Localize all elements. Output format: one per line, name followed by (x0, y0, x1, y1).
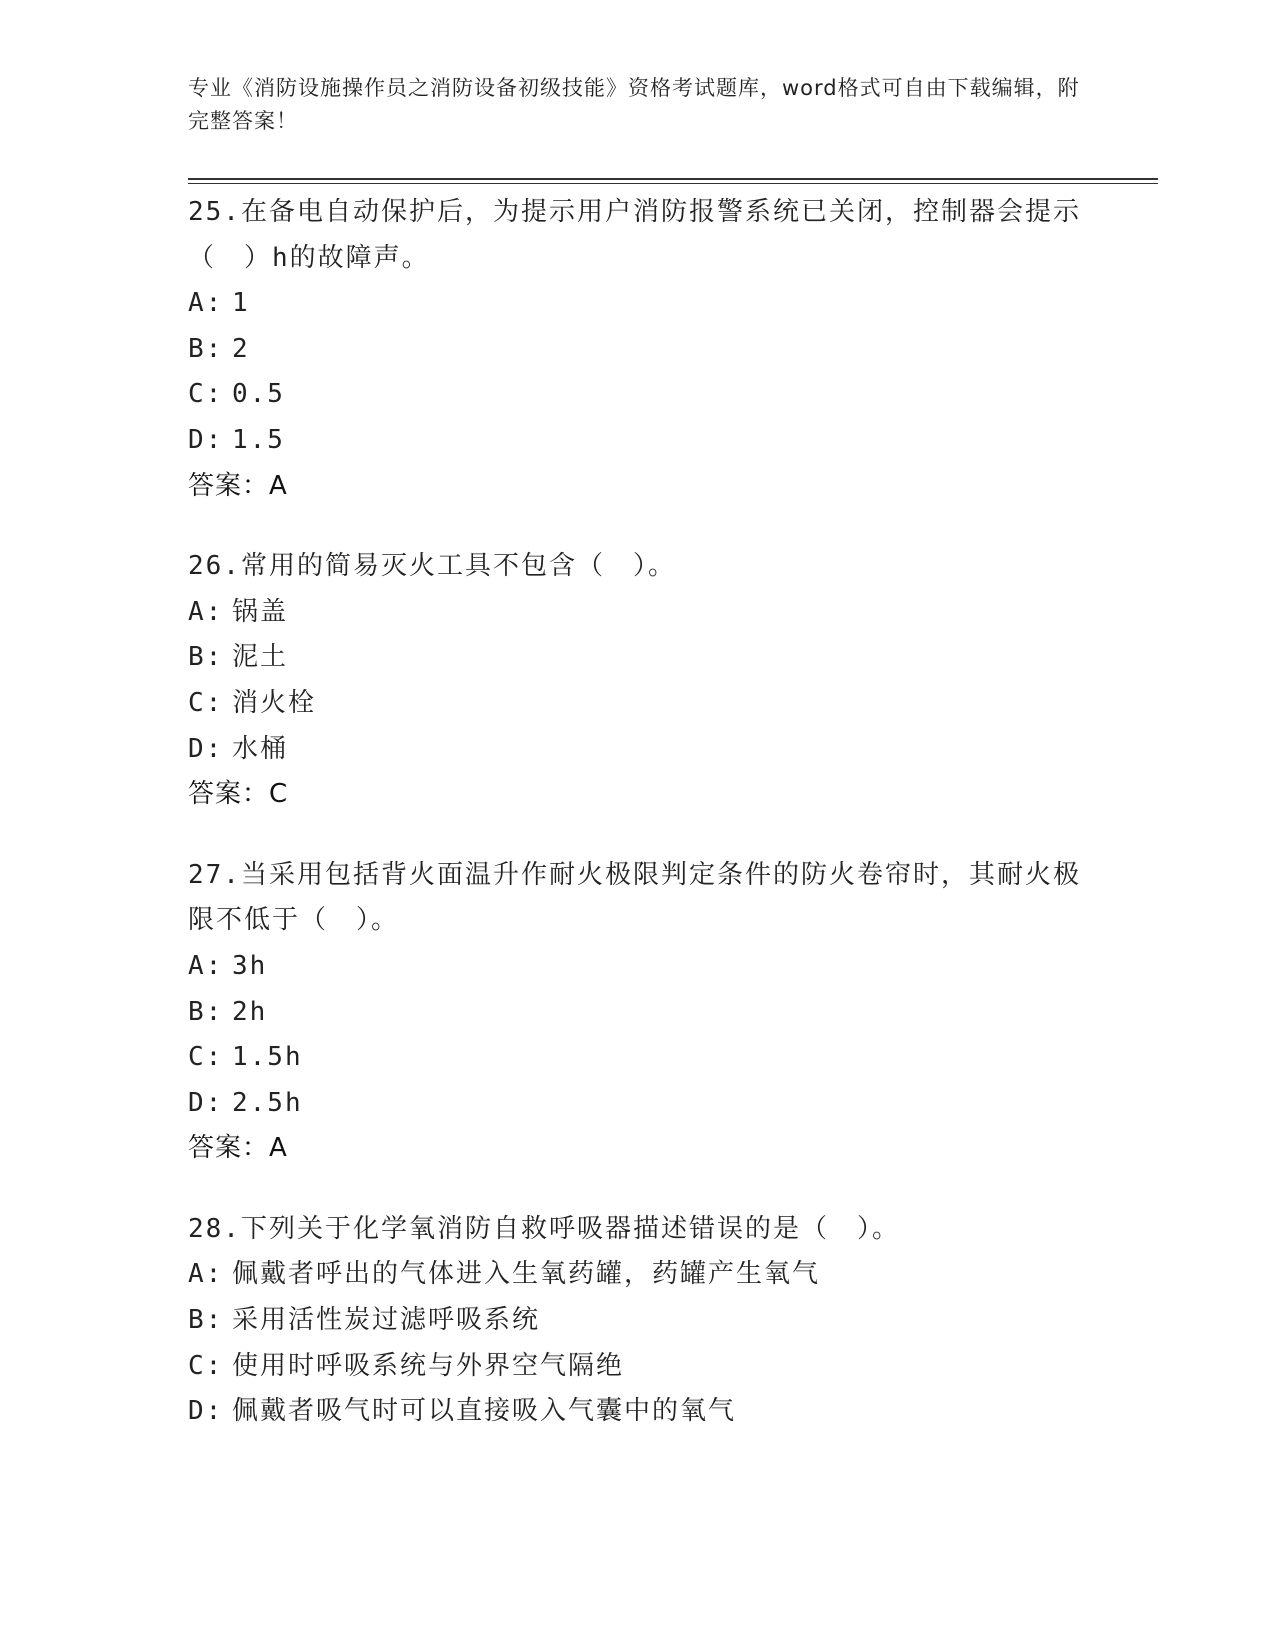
answer: 答案：A (188, 1133, 288, 1164)
option-text: 2.5h (232, 1087, 303, 1118)
header-divider-thick (188, 178, 1158, 180)
question-stem: 27.当采用包括背火面温升作耐火极限判定条件的防火卷帘时，其耐火极限不低于（ ）。 (188, 859, 1081, 936)
option-text: 锅盖 (232, 596, 289, 627)
option-a (188, 944, 1088, 990)
option-key: D: (188, 424, 224, 455)
option-key: D: (188, 733, 224, 764)
option-text: 1.5h (232, 1042, 303, 1073)
option-key: C: (188, 1042, 224, 1073)
option-text: 1.5 (232, 424, 285, 455)
option-text: 0.5 (232, 379, 285, 410)
option-key: B: (188, 333, 224, 364)
question-27 (188, 853, 1088, 1172)
option-key: C: (188, 687, 224, 718)
option-c (188, 681, 1088, 727)
option-text: 1 (232, 288, 250, 319)
option-b (188, 1298, 1088, 1344)
option-b (188, 327, 1088, 373)
option-key: C: (188, 1350, 224, 1381)
option-text: 消火栓 (232, 687, 317, 718)
option-key: A: (188, 1259, 224, 1290)
option-key: B: (188, 642, 224, 673)
option-d (188, 418, 1088, 464)
option-text: 泥土 (232, 642, 289, 673)
option-d (188, 1389, 1088, 1435)
option-key: D: (188, 1087, 224, 1118)
question-26 (188, 544, 1088, 818)
answer: 答案：A (188, 470, 288, 501)
document-header: 专业《消防设施操作员之消防设备初级技能》资格考试题库，word格式可自由下载编辑，附完整答案！ (188, 76, 1080, 133)
header-divider-thin (188, 183, 1158, 184)
option-key: C: (188, 379, 224, 410)
option-text: 2 (232, 333, 250, 364)
option-text: 佩戴者呼出的气体进入生氧药罐，药罐产生氧气 (232, 1259, 821, 1290)
option-text: 2h (232, 996, 268, 1027)
option-d (188, 727, 1088, 773)
option-key: B: (188, 996, 224, 1027)
option-text: 采用活性炭过滤呼吸系统 (232, 1305, 541, 1336)
question-list (188, 190, 1088, 1470)
question-25 (188, 190, 1088, 509)
option-b (188, 635, 1088, 681)
option-key: A: (188, 288, 224, 319)
question-stem: 28.下列关于化学氧消防自救呼吸器描述错误的是（ ）。 (188, 1213, 900, 1244)
answer: 答案：C (188, 779, 289, 810)
question-stem: 25.在备电自动保护后，为提示用户消防报警系统已关闭，控制器会提示（ ）h的故障声。 (188, 197, 1081, 273)
option-a (188, 590, 1088, 636)
option-text: 使用时呼吸系统与外界空气隔绝 (232, 1350, 625, 1381)
option-text: 水桶 (232, 733, 289, 764)
option-key: B: (188, 1305, 224, 1336)
option-c (188, 1344, 1088, 1390)
question-28 (188, 1207, 1088, 1435)
option-d (188, 1081, 1088, 1127)
option-key: A: (188, 950, 224, 981)
option-c (188, 1035, 1088, 1081)
option-text: 佩戴者吸气时可以直接吸入气囊中的氧气 (232, 1396, 737, 1427)
question-stem: 26.常用的简易灭火工具不包含（ ）。 (188, 551, 676, 582)
option-text: 3h (232, 950, 268, 981)
option-b (188, 990, 1088, 1036)
option-a (188, 281, 1088, 327)
option-c (188, 372, 1088, 418)
option-a (188, 1252, 1088, 1298)
option-key: A: (188, 596, 224, 627)
option-key: D: (188, 1396, 224, 1427)
